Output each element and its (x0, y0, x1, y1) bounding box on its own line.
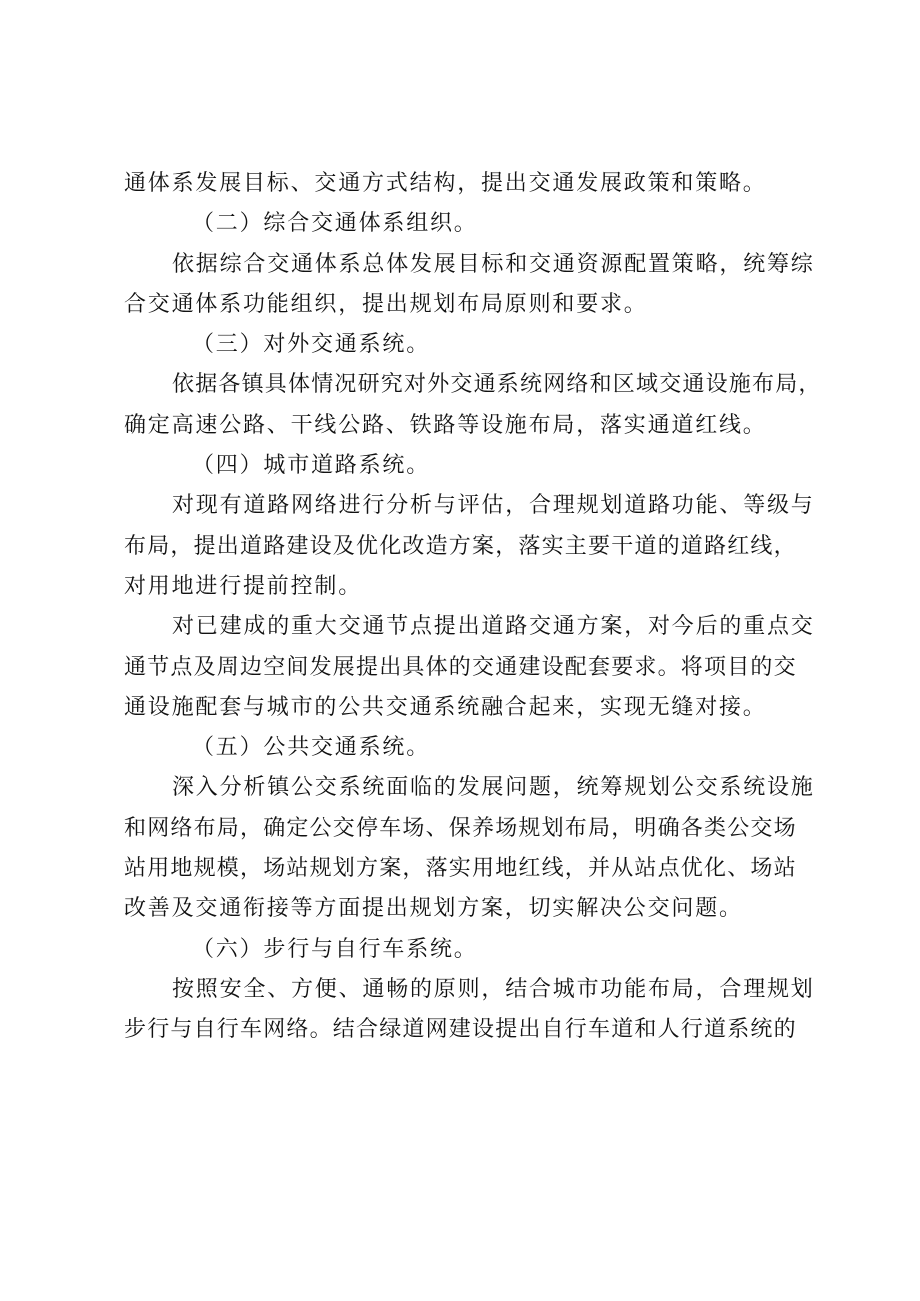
paragraph-line: 通体系发展目标、交通方式结构，提出交通发展政策和策略。 (124, 171, 767, 196)
paragraph-line: 依据综合交通体系总体发展目标和交通资源配置策略，统筹综 (172, 251, 815, 277)
section-heading-6: （六）步行与自行车系统。 (192, 936, 478, 962)
paragraph-line: 确定高速公路、干线公路、铁路等设施布局，落实通道红线。 (124, 412, 767, 438)
paragraph-line: 对已建成的重大交通节点提出道路交通方案，对今后的重点交 (172, 614, 815, 640)
paragraph-line: 布局，提出道路建设及优化改造方案，落实主要干道的道路红线， (124, 533, 797, 559)
paragraph-line: 合交通体系功能组织，提出规划布局原则和要求。 (124, 291, 648, 317)
paragraph-line: 对现有道路网络进行分析与评估，合理规划道路功能、等级与 (172, 493, 815, 519)
document-body (124, 164, 822, 1051)
section-heading-3: （三）对外交通系统。 (192, 332, 431, 358)
paragraph-line: 步行与自行车网络。结合绿道网建设提出自行车道和人行道系统的 (124, 1017, 797, 1043)
paragraph-line: 依据各镇具体情况研究对外交通系统网络和区域交通设施布局， (172, 372, 822, 398)
paragraph-line: 通节点及周边空间发展提出具体的交通建设配套要求。将项目的交 (124, 654, 797, 680)
paragraph-line: 深入分析镇公交系统面临的发展问题，统筹规划公交系统设施 (172, 775, 815, 801)
paragraph-line: 和网络布局，确定公交停车场、保养场规划布局，明确各类公交场 (124, 815, 797, 841)
section-heading-2: （二）综合交通体系组织。 (192, 211, 478, 237)
section-heading-4: （四）城市道路系统。 (192, 453, 431, 479)
paragraph-line: 站用地规模，场站规划方案，落实用地红线，并从站点优化、场站 (124, 856, 797, 882)
section-heading-5: （五）公共交通系统。 (192, 735, 431, 761)
paragraph-line: 改善及交通衔接等方面提出规划方案，切实解决公交问题。 (124, 896, 743, 922)
paragraph-line: 按照安全、方便、通畅的原则，结合城市功能布局，合理规划 (172, 976, 815, 1002)
paragraph-line: 通设施配套与城市的公共交通系统融合起来，实现无缝对接。 (124, 694, 767, 720)
paragraph-line: 对用地进行提前控制。 (124, 573, 363, 599)
